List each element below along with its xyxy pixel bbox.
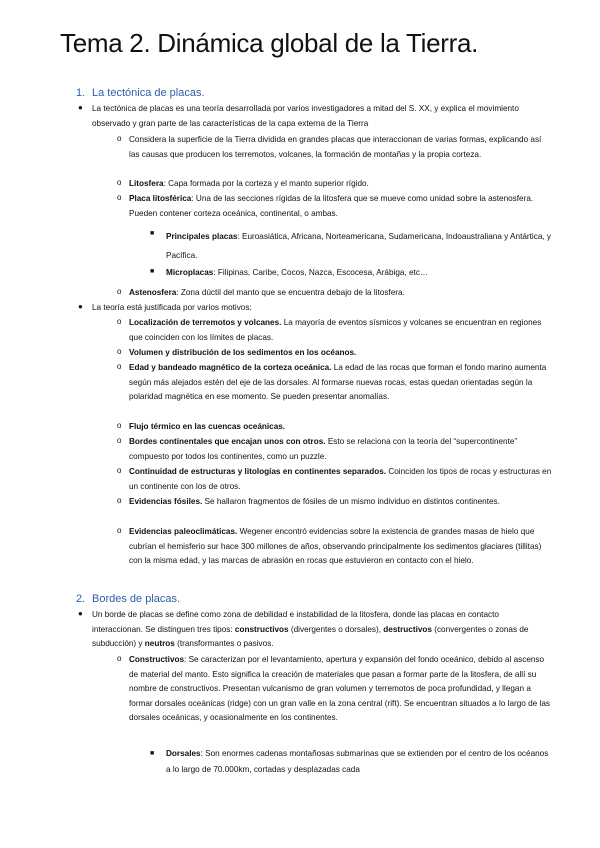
text-placa-litosferica: : Una de las secciones rígidas de la litosfera que se mueve como unidad sobre la astenosfera. Pueden contener corteza oceánica, continental, o ambas.	[129, 194, 534, 218]
circle-bullet-icon: o	[117, 421, 122, 430]
circle-bullet-icon: o	[117, 466, 122, 475]
item-evidencia-bandeado	[129, 361, 552, 405]
square-bullet-icon: ■	[150, 230, 155, 237]
circle-bullet-icon: o	[117, 526, 122, 535]
item-dorsales	[166, 746, 551, 778]
circle-bullet-icon: o	[117, 317, 122, 326]
circle-bullet-icon: o	[117, 193, 122, 202]
text-constructivos: : Se caracterizan por el levantamiento, apertura y expansión del fondo oceánico, debido al ascenso de material del manto. Esto significa la creación de materiales que pasan a formar parte de la litosfera, de allí su nombre de constructivos. Presentan vulcanismo de gran volumen y terremotos de poca profundidad, y llegan a formar dorsales oceánicas (ridge) con un gran valle en la zona central (rift). Se encuentran situados a lo largo de las dorsales oceánicas, y ocasionalmente en los continentes.	[129, 655, 550, 722]
term-evidencia-paleoclimaticas: Evidencias paleoclimáticas.	[129, 527, 238, 536]
term-neutros: neutros	[144, 639, 175, 648]
text-bordes-d: (transformantes o pasivos.	[174, 639, 274, 648]
section-2-heading	[76, 593, 180, 605]
term-evidencia-flujo: Flujo térmico en las cuencas oceánicas.	[129, 422, 286, 431]
term-microplacas: Microplacas	[166, 268, 214, 277]
square-bullet-icon: ■	[150, 268, 155, 275]
term-astenosfera: Astenosfera	[129, 288, 177, 297]
item-astenosfera	[129, 286, 552, 301]
term-placa-litosferica: Placa litosférica	[129, 194, 192, 203]
text-evidencia-continuidad: Coinciden los tipos de rocas y estructuras en un continente con los de otros.	[129, 467, 552, 491]
bullet-icon: ●	[78, 302, 83, 311]
paragraph-bordes-intro	[92, 608, 552, 652]
term-principales-placas: Principales placas	[166, 232, 238, 241]
paragraph-justificada: La teoría está justificada por varios motivos:	[92, 303, 252, 312]
text-evidencia-terremotos: La mayoría de eventos sísmicos y volcanes se encuentran en regiones que coinciden con los límites de placas.	[129, 318, 542, 342]
text-principales-placas: : Euroasiática, Africana, Norteamericana, Sudamericana, Indoaustraliana y Antártica, y Pacífica.	[166, 232, 552, 260]
circle-bullet-icon: o	[117, 436, 122, 445]
item-evidencia-terremotos	[129, 316, 552, 345]
square-bullet-icon: ■	[150, 750, 155, 757]
item-placa-litosferica	[129, 192, 552, 221]
term-evidencia-sedimentos: Volumen y distribución de los sedimentos en los océanos.	[129, 348, 357, 357]
text-microplacas: : Filipinas, Caribe, Cocos, Nazca, Escocesa, Arábiga, etc…	[213, 268, 429, 277]
term-constructivos: constructivos	[234, 624, 289, 634]
text-evidencia-bordes: Esto se relaciona con la teoría del “supercontinente” compuesto por todos los continentes, como un puzzle.	[129, 437, 518, 461]
bullet-icon: ●	[78, 103, 83, 112]
term-destructivos: destructivos	[383, 624, 432, 634]
term-dorsales: Dorsales	[166, 749, 201, 758]
circle-bullet-icon: o	[117, 178, 122, 187]
item-evidencia-continuidad	[129, 465, 552, 494]
term-evidencia-terremotos: Localización de terremotos y volcanes.	[129, 318, 282, 327]
section-2-number: 2.	[76, 593, 86, 605]
circle-bullet-icon: o	[117, 654, 122, 663]
circle-bullet-icon: o	[117, 362, 122, 371]
term-evidencia-fosiles: Evidencias fósiles.	[129, 497, 203, 506]
term-evidencia-bordes: Bordes continentales que encajan unos con otros.	[129, 437, 326, 446]
circle-bullet-icon: o	[117, 347, 122, 356]
page-title: Tema 2. Dinámica global de la Tierra.	[60, 28, 479, 58]
item-constructivos	[129, 653, 552, 726]
item-litosfera	[129, 177, 552, 192]
section-2-title: Bordes de placas.	[92, 593, 181, 605]
section-1-heading	[76, 87, 205, 99]
item-principales-placas	[166, 227, 551, 265]
section-1-title: La tectónica de placas.	[92, 87, 205, 99]
circle-bullet-icon: o	[117, 134, 122, 143]
item-evidencia-bordes	[129, 435, 552, 464]
paragraph-tectonica-intro: La tectónica de placas es una teoría desarrollada por varios investigadores a mitad del S. XX, y explica el movimiento observado y gran parte de las características de la capa externa de la Tierra	[92, 104, 519, 128]
text-bordes-c: (convergentes o zonas de subducción) y	[92, 624, 529, 648]
text-evidencia-paleoclimaticas: Wegener encontró evidencias sobre la existencia de grandes masas de hielo que cubrían el hemisferio sur hace 300 millones de años, observando principalmente los sedimentos glaciares (tillitas) con la misma edad, y las marcas de abrasión en rocas que estuvieron en contacto con el hielo.	[129, 527, 542, 565]
bullet-icon: ●	[78, 609, 83, 618]
text-litosfera: : Capa formada por la corteza y el manto superior rígido.	[163, 179, 369, 188]
item-evidencia-sedimentos	[129, 346, 552, 361]
text-astenosfera: : Zona dúctil del manto que se encuentra debajo de la litosfera.	[176, 288, 405, 297]
text-dorsales: : Son enormes cadenas montañosas submarinas que se extienden por el centro de los océanos a lo largo de 70.000km, cortadas y desplazadas cada	[166, 749, 549, 774]
circle-bullet-icon: o	[117, 496, 122, 505]
item-evidencia-fosiles	[129, 495, 552, 510]
circle-bullet-icon: o	[117, 287, 122, 296]
term-constructivos-detail: Constructivos	[129, 655, 185, 664]
item-evidencia-flujo	[129, 420, 552, 435]
term-evidencia-bandeado: Edad y bandeado magnético de la corteza oceánica.	[129, 363, 332, 372]
text-evidencia-bandeado: La edad de las rocas que forman el fondo marino aumenta según más alejados estén del eje de las dorsales. Al formarse nuevas rocas, estas quedan orientadas según la polaridad magnética en ese momento. Se pueden presentar anomalías.	[129, 363, 547, 401]
item-evidencia-paleoclimaticas	[129, 525, 552, 569]
text-bordes-b: (divergentes o dorsales),	[288, 624, 384, 634]
term-litosfera: Litosfera	[129, 179, 164, 188]
section-1-number: 1.	[76, 87, 86, 99]
paragraph-considera: Considera la superficie de la Tierra dividida en grandes placas que interaccionan de varias formas, explicando así las causas que producen los terremotos, volcanes, la formación de montañas y la propia corteza.	[129, 135, 542, 159]
text-bordes-a: Un borde de placas se define como zona de debilidad e instabilidad de la litosfera, donde las placas en contacto interaccionan. Se distinguen tres tipos:	[92, 610, 499, 634]
item-microplacas	[166, 266, 551, 281]
term-evidencia-continuidad: Continuidad de estructuras y litologías en continentes separados.	[129, 467, 387, 476]
text-evidencia-fosiles: Se hallaron fragmentos de fósiles de un mismo individuo en distintos continentes.	[202, 497, 500, 506]
